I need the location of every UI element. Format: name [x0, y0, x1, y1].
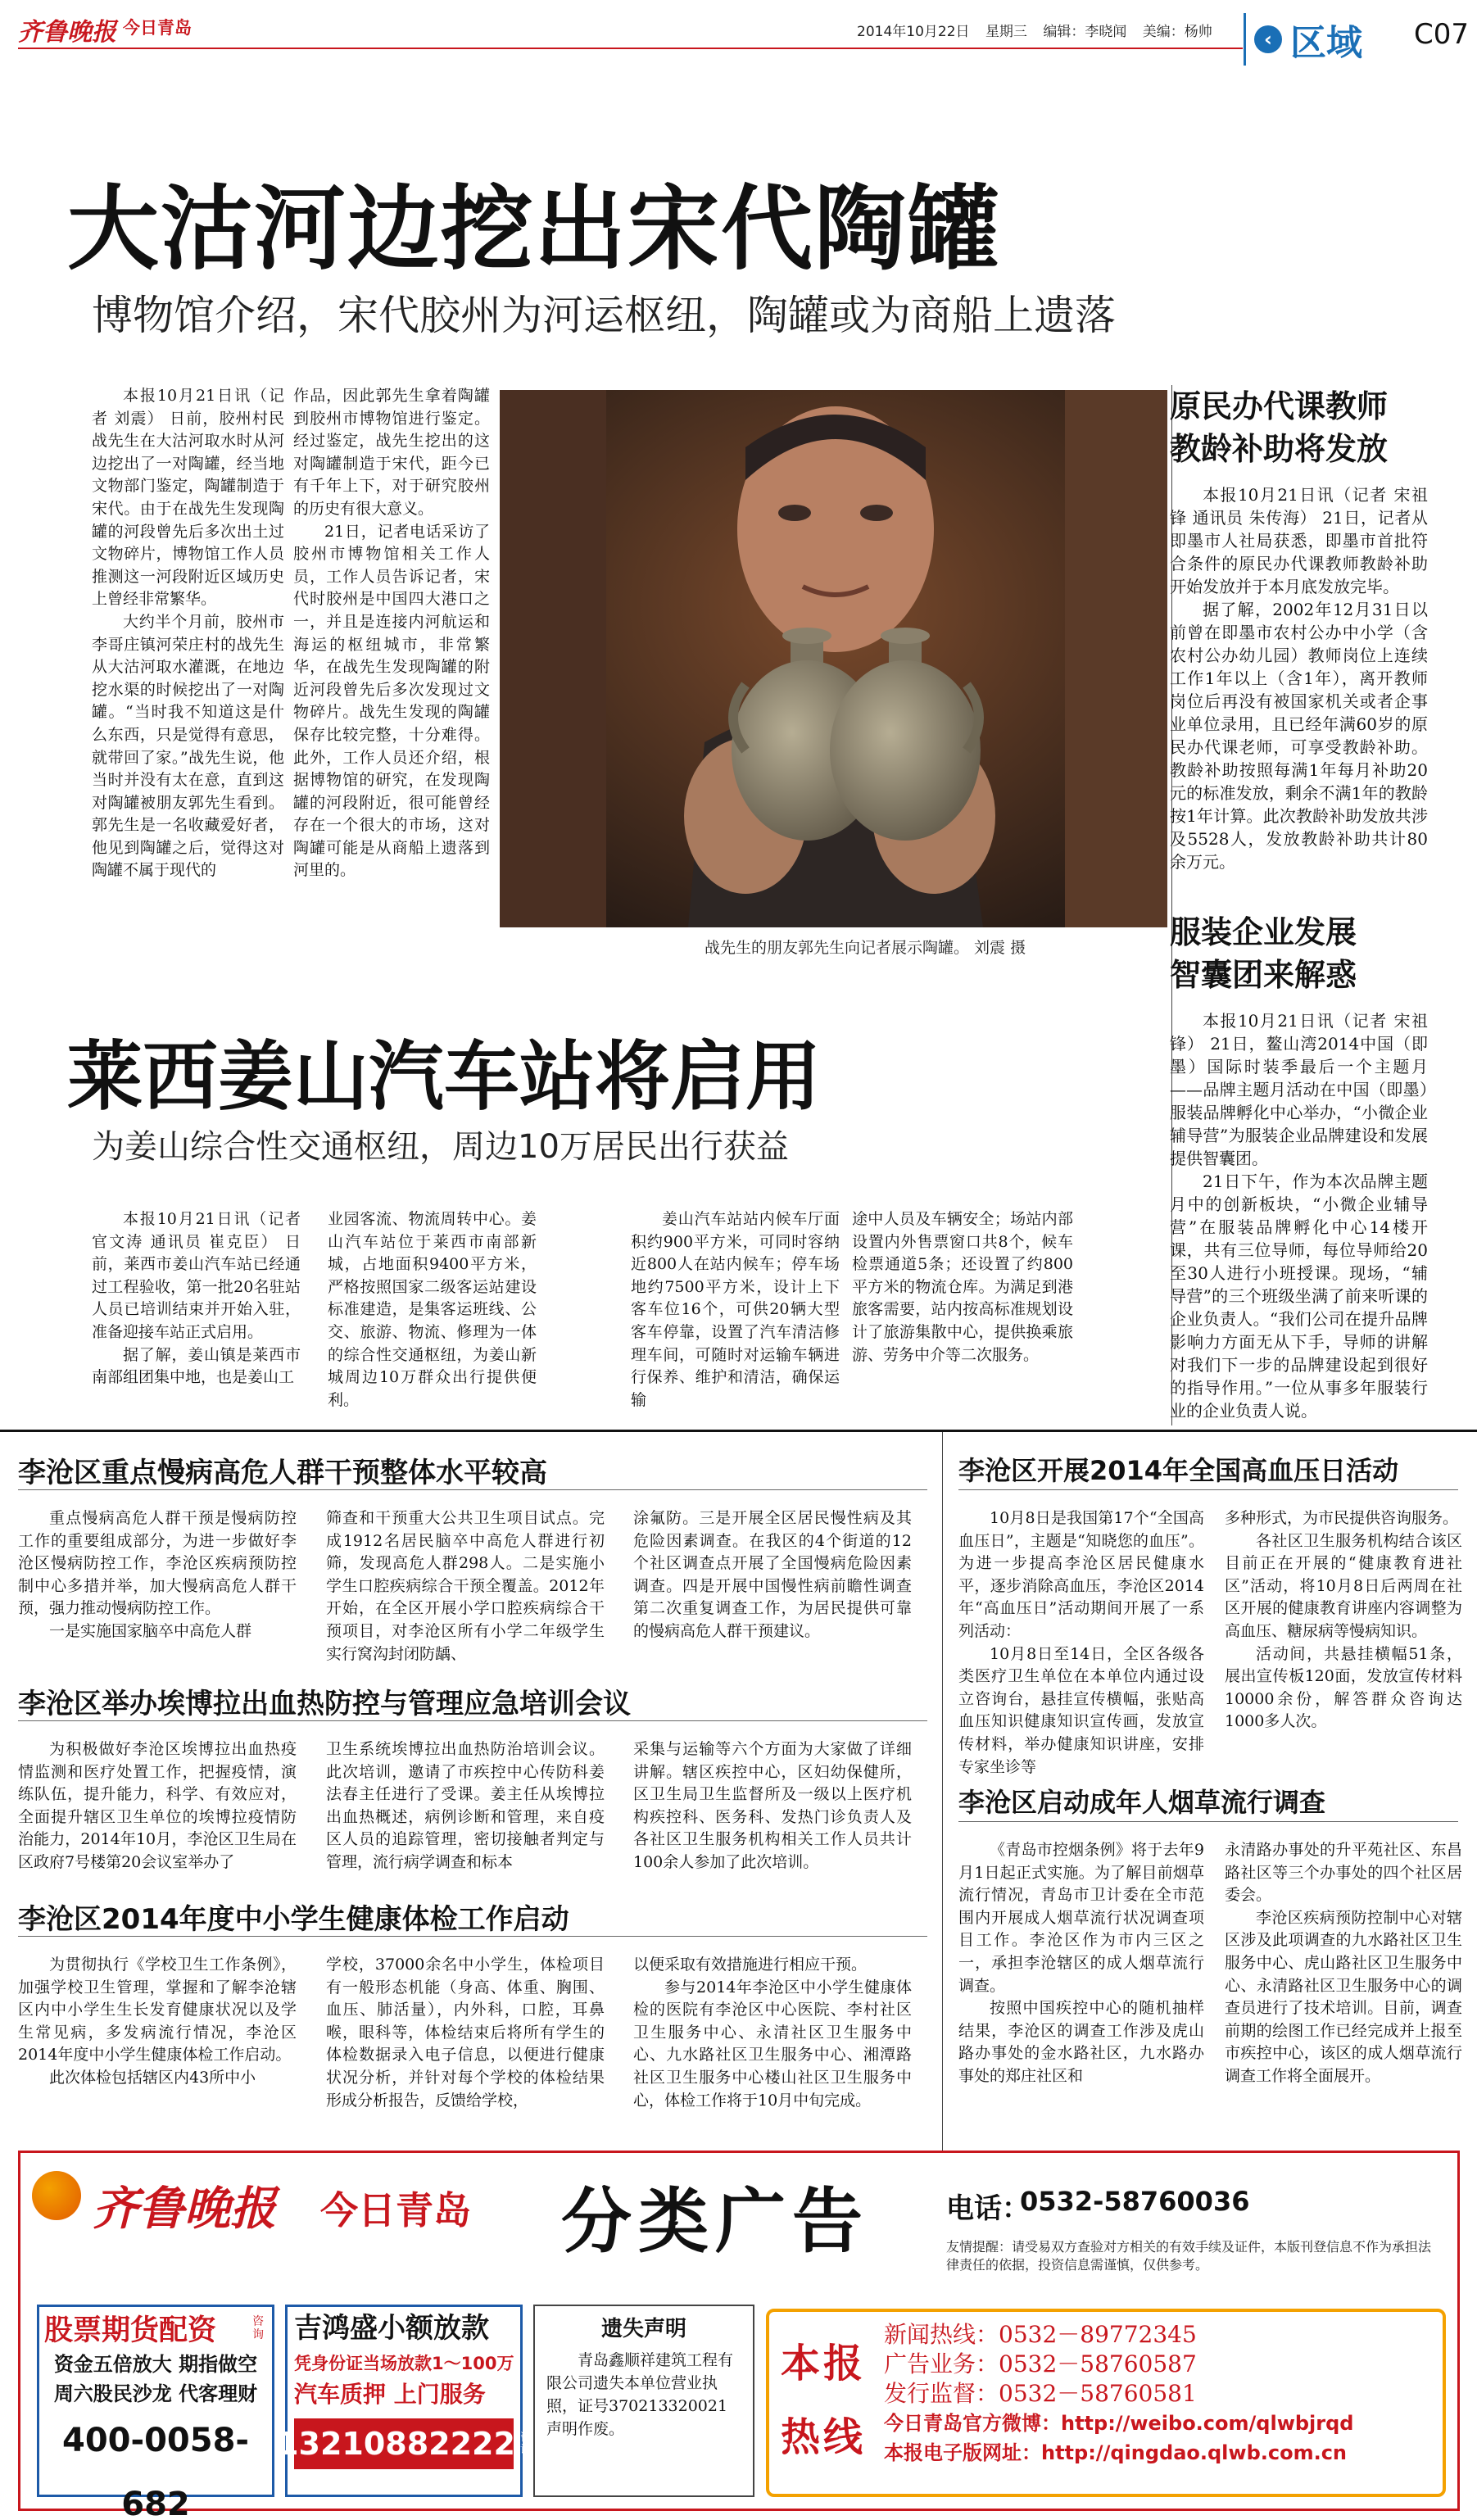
page-number: C07 [1414, 18, 1470, 51]
ad-loan-line2: 汽车质押 上门服务 [294, 2381, 486, 2408]
header-edition-bar [123, 15, 860, 39]
brief5-rule [18, 1936, 927, 1937]
brief2-title: 李沧区开展2014年全国高血压日活动 [958, 1455, 1399, 1486]
brief5-para-1: 为贯彻执行《学校卫生工作条例》，加强学校卫生管理，掌握和了解李沧辖区内中小学生生长发育健康状况以及学生常见病，多发病流行情况，李沧区2014年度中小学生健康体检工作启动。 [18, 1956, 297, 2064]
section-arrow-icon: ‹ [1254, 25, 1282, 53]
briefs-vertical-divider [942, 1432, 943, 2268]
brief3-col2 [326, 1738, 605, 1874]
ads-logo-icon [32, 2171, 81, 2220]
sidebar-b-title-line1: 服装企业发展 [1170, 914, 1357, 950]
lead-para-1: 本报10月21日讯（记者 刘震） 日前，胶州村民战先生在大沽河取水时从河边挖出了一对陶罐，经当地文物部门鉴定，陶罐制造于宋代。由于在战先生发现陶罐的河段曾先后多次出土过文物碎片，博物馆工作人员推测这一河段附近区域历史上曾经非常繁华。 [92, 387, 284, 609]
second-para-4: 姜山汽车站站内候车厅面积约900平方米，可同时容纳近800人在站内候车；停车场地约7500平方米，设计上下客车位16个，可供20辆大型客车停靠，设置了汽车清洁修理车间，可随时对运输车辆进行保养、维护和清洁，确保运输 [631, 1210, 840, 1409]
brief4-para-2: 按照中国疾控中心的随机抽样结果，李沧区的调查工作涉及虎山路办事处的金水路社区，九水路办事处的郑庄社区和 [958, 1999, 1204, 2085]
second-para-2: 据了解，姜山镇是莱西市南部组团集中地，也是姜山工 [92, 1345, 301, 1387]
sidebar-b-body [1170, 1009, 1428, 1422]
section-badge [1244, 13, 1407, 66]
brief3-para-1: 为积极做好李沧区埃博拉出血热疫情监测和医疗处置工作，把握疫情，演练队伍，提升能力，科学、有效应对，全面提升辖区卫生单位的埃博拉疫情防治能力，2014年10月，李沧区卫生局在区政府7号楼第20会议室举办了 [18, 1740, 297, 1871]
header-edition: 今日青岛 [123, 18, 192, 38]
second-para-3: 业园客流、物流周转中心。姜山汽车站位于莱西市南部新城，占地面积9400平方米，严格按照国家二级客运站建设标准建造，是集客运班线、公交、旅游、物流、修理为一体的综合性交通枢纽，为姜山新城周边10万群众出行提供便利。 [328, 1210, 537, 1409]
brief4-para-3: 永清路办事处的升平苑社区、东昌路社区等三个办事处的四个社区居委会。 [1225, 1841, 1462, 1905]
sidebar-a-para-2: 据了解，2002年12月31日以前曾在即墨市农村公办中小学（含农村公办幼儿园）教师岗位上连续工作1年以上（含1年），离开教师岗位后再没有被国家机关或者企事业单位录用，且已经年满60岁的原民办代课老师，可享受教龄补助。教龄补助按照每满1年每月补助20元的标准发放，剩余不满1年的教龄按1年计算。此次教龄补助发放共涉及5528人，发放教龄补助共计80余万元。 [1170, 600, 1428, 872]
brief5-col2 [326, 1954, 605, 2112]
sidebar-b-para-1: 本报10月21日讯（记者 宋祖锋） 21日，鳌山湾2014中国（即墨）国际时装季最后一个主题月——品牌主题月活动在中国（即墨）服装品牌孵化中心举办，“小微企业辅导营”为服装企业品牌建设和发展提供智囊团。 [1170, 1011, 1428, 1168]
brief3-rule [18, 1720, 927, 1721]
hotline-label-2: 热线 [781, 2414, 867, 2460]
header-rule [18, 48, 1243, 49]
ad-loan-tag: 咨询 [519, 2432, 531, 2456]
lead-title: 大沽河边挖出宋代陶罐 [67, 176, 1001, 283]
brief3-para-2: 卫生系统埃博拉出血热防治培训会议。此次培训，邀请了市疾控中心传防科姜法春主任进行了受课。姜主任从埃博拉出血热概述，病例诊断和管理，来自疫区人员的追踪管理，密切接触者判定与管理，流行病学调查和标本 [326, 1740, 605, 1871]
second-para-1: 本报10月21日讯（记者 官文涛 通讯员 崔克臣） 日前，莱西市姜山汽车站已经通过工程验收，第一批20名驻站人员已培训结束并开始入驻，准备迎接车站正式启用。 [92, 1210, 301, 1341]
sidebar [1170, 385, 1461, 1422]
ad-stock-line2: 周六股民沙龙 代客理财 [53, 2382, 258, 2405]
ad-stock-phone[interactable]: 400-0058-682 [61, 2422, 250, 2520]
brief4-col2 [1225, 1839, 1462, 2088]
brief2-para-1: 10月8日是我国第17个“全国高血压日”，主题是“知晓您的血压”。为进一步提高李沧区居民健康水平，逐步消除高血压，李沧区2014年“高血压日”活动期间开展了一系列活动： [958, 1509, 1204, 1640]
brief3-title: 李沧区举办埃博拉出血热防控与管理应急培训会议 [18, 1688, 631, 1720]
brief4-rule [958, 1821, 1458, 1822]
ad-stock-line1: 资金五倍放大 期指做空 [53, 2353, 258, 2376]
hotline-box [766, 2309, 1446, 2497]
sidebar-a-title-line2: 教龄补助将发放 [1170, 431, 1389, 467]
brief3-col1 [18, 1738, 297, 1874]
ads-title: 分类广告 [561, 2180, 869, 2263]
ads-section [18, 2151, 1460, 2520]
lead-photo-caption: 战先生的朋友郭先生向记者展示陶罐。 刘震 摄 [705, 939, 1026, 957]
ad-lost-body: 青岛鑫顺祥建筑工程有限公司遗失本单位营业执照，证号370213320021声明作废。 [546, 2351, 734, 2438]
lead-para-4: 21日，记者电话采访了胶州市博物馆相关工作人员，工作人员告诉记者，宋代时胶州是中国四大港口之一，并且是连接内河航运和海运的枢纽城市，非常繁华，在战先生发现陶罐的附近河段曾先后多次发现过文物碎片。战先生发现的陶罐保存比较完整，十分难得。此外，工作人员还介绍，根据博物馆的研究，在发现陶罐的河段附近，很可能曾经存在一个很大的市场，这对陶罐可能是从商船上遗落到河里的。 [293, 522, 490, 880]
brief1-col3 [633, 1507, 912, 1643]
ad-loan-line1: 凭身份证当场放款1～100万 [294, 2354, 514, 2373]
sidebar-a-title [1170, 385, 1461, 470]
sidebar-a-body [1170, 483, 1428, 873]
lead-subtitle: 博物馆介绍，宋代胶州为河运枢纽，陶罐或为商船上遗落 [92, 292, 1116, 339]
second-col3 [631, 1208, 840, 1412]
lead-para-3: 作品，因此郭先生拿着陶罐到胶州市博物馆进行鉴定。经过鉴定，战先生挖出的这对陶罐制造于宋代，距今已有千年上下，对于研究胶州的历史有很大意义。 [293, 387, 490, 518]
brief5-title: 李沧区2014年度中小学生健康体检工作启动 [18, 1903, 569, 1936]
hotline-label [781, 2327, 871, 2474]
ad-stock-tag: 咨询 [252, 2315, 264, 2341]
brief5-para-2: 此次体检包括辖区内43所中小 [49, 2068, 256, 2087]
header-date: 2014年10月22日 [857, 24, 970, 40]
brief1-para-2: 一是实施国家脑卒中高危人群 [49, 1621, 252, 1640]
ad-loan-title: 吉鸿盛小额放款 [294, 2312, 489, 2345]
hotline-delivery[interactable]: 发行监督：0532－58760581 [884, 2380, 1197, 2407]
lead-para-2: 大约半个月前，胶州市李哥庄镇河荣庄村的战先生从大沽河取水灌溉，在地边挖水渠的时候挖出了一对陶罐。“当时我不知道这是什么东西，只是觉得有意思，就带回了家。”战先生说，他当时并没有太在意，直到这对陶罐被朋友郭先生看到。郭先生是一名收藏爱好者，他见到陶罐之后，觉得这对陶罐不属于现代的 [92, 612, 284, 880]
brief4-title: 李沧区启动成年人烟草流行调查 [958, 1787, 1326, 1818]
ads-notice: 友情提醒：请受易双方查验对方相关的有效手续及证件，本版刊登信息不作为承担法律责任的依据，投资信息需谨慎，仅供参考。 [946, 2239, 1432, 2273]
brief5-col3 [633, 1954, 912, 2112]
lead-photo-illustration [500, 390, 1167, 927]
second-col1 [92, 1208, 301, 1389]
ads-masthead: 齐鲁晚报 [93, 2182, 276, 2236]
brief1-para-3: 筛查和干预重大公共卫生项目试点。完成1912名居民脑卒中高危人群进行初筛，发现高危人群298人。二是实施小学生口腔疾病综合干预全覆盖。2012年开始，在全区开展小学口腔疾病综合干预项目，对李沧区所有小学二年级学生实行窝沟封闭防龋、 [326, 1509, 605, 1663]
second-col4 [852, 1208, 1073, 1367]
brief2-para-5: 活动间，共悬挂横幅51条，展出宣传板120面，发放宣传材料10000余份，解答群众咨询达1000多人次。 [1225, 1644, 1462, 1731]
brief4-para-4: 李沧区疾病预防控制中心对辖区涉及此项调查的九水路社区卫生服务中心、虎山路社区卫生服务中心、永清路社区卫生服务中心的调查员进行了技术培训。目前，调查前期的绘图工作已经完成并上报至市疾控中心，该区的成人烟草流行调查工作将全面展开。 [1225, 1908, 1462, 2085]
sidebar-b-title [1170, 911, 1461, 996]
ad-stock[interactable] [37, 2305, 274, 2520]
brief2-rule [958, 1489, 1458, 1490]
ad-loan[interactable] [277, 2305, 531, 2497]
header-masthead-text: 齐鲁晚报 [18, 18, 116, 47]
brief3-col3 [633, 1738, 912, 1874]
brief1-para-4: 涂氟防。三是开展全区居民慢性病及其危险因素调查。在我区的4个街道的12个社区调查点开展了全国慢病危险因素调查。四是开展中国慢性病前瞻性调查第二次重复调查工作，为居民提供可靠的慢病高危人群干预建议。 [633, 1509, 912, 1640]
brief1-rule [18, 1489, 927, 1490]
brief2-col1 [958, 1507, 1204, 1779]
second-subtitle: 为姜山综合性交通枢纽，周边10万居民出行获益 [92, 1128, 789, 1166]
second-title: 莱西姜山汽车站将启用 [67, 1033, 822, 1121]
header-designer: 美编：杨帅 [1142, 24, 1212, 40]
sidebar-a-para-1: 本报10月21日讯（记者 宋祖锋 通讯员 朱传海） 21日，记者从即墨市人社局获悉，即墨市首批符合条件的原民办代课教师教龄补助开始发放并于本月底发放完毕。 [1170, 485, 1428, 596]
brief2-para-2: 10月8日至14日，全区各级各类医疗卫生单位在本单位内通过设立咨询台，悬挂宣传横幅，张贴高血压知识健康知识宣传画，发放宣传材料，举办健康知识讲座，安排专家坐诊等 [958, 1644, 1204, 1776]
second-para-5: 途中人员及车辆安全；场站内部设置内外售票窗口共8个，候车检票通道5条；还设置了约800平方米的物流仓库。为满足到港旅客需要，站内按高标准规划设计了旅游集散中心，提供换乘旅游、劳务中介等二次服务。 [852, 1210, 1073, 1364]
ad-lost-notice [533, 2305, 754, 2497]
lead-body-col1 [92, 385, 284, 882]
hotline-news[interactable]: 新闻热线：0532－89772345 [884, 2321, 1197, 2348]
hotline-list [884, 2320, 1441, 2468]
hotline-label-1: 本报 [781, 2341, 867, 2386]
sidebar-b-title-line2: 智囊团来解惑 [1170, 957, 1357, 993]
brief1-col1 [18, 1507, 297, 1643]
header-weekday: 星期三 [985, 24, 1027, 40]
brief2-para-4: 各社区卫生服务机构结合该区目前正在开展的“健康教育进社区”活动，将10月8日后两周在社区开展的健康教育讲座内容调整为高血压、糖尿病等慢病知识。 [1225, 1531, 1462, 1640]
brief5-col1 [18, 1954, 297, 2090]
ad-lost-title: 遗失声明 [600, 2317, 686, 2341]
ads-header-bar [20, 2153, 1457, 2273]
brief5-para-5: 参与2014年李沧区中小学生健康体检的医院有李沧区中心医院、李村社区卫生服务中心、永清社区卫生服务中心、九水路社区卫生服务中心、湘潭路社区卫生服务中心楼山社区卫生服务中心，体检工作将于10月中旬完成。 [633, 1978, 912, 2110]
header-masthead [18, 11, 125, 47]
ad-loan-phone: 13210882222 [277, 2426, 515, 2462]
brief5-para-3: 学校，37000余名中小学生，体检项目有一般形态机能（身高、体重、胸围、血压、肺活量），内外科，口腔，耳鼻喉，眼科等，体检结束后将所有学生的体检数据录入电子信息，以便进行健康状况分析，并针对每个学校的体检结果形成分析报告，反馈给学校， [326, 1956, 605, 2110]
brief1-para-1: 重点慢病高危人群干预是慢病防控工作的重要组成部分，为进一步做好李沧区慢病防控工作，李沧区疾病预防控制中心多措并举，加大慢病高危人群干预，强力推动慢病防控工作。 [18, 1509, 297, 1618]
hotline-epaper[interactable]: 本报电子版网址：http://qingdao.qlwb.com.cn [884, 2441, 1348, 2464]
briefs-top-rule [0, 1430, 1477, 1432]
brief1-col2 [326, 1507, 605, 1666]
brief1-title: 李沧区重点慢病高危人群干预整体水平较高 [18, 1457, 547, 1489]
ads-edition: 今日青岛 [320, 2188, 471, 2232]
ad-stock-title-row [39, 2307, 272, 2350]
brief4-para-1: 《青岛市控烟条例》将于去年9月1日起正式实施。为了解目前烟草流行情况，青岛市卫计委在全市范围内开展成人烟草流行状况调查项目工作。李沧区作为市内三区之一，承担李沧辖区的成人烟草流行调查。 [958, 1841, 1204, 1995]
brief5-para-4: 以便采取有效措施进行相应干预。 [633, 1956, 868, 1974]
brief2-col2 [1225, 1507, 1462, 1734]
header-editor: 编辑：李晓闻 [1043, 24, 1127, 40]
sidebar-b-para-2: 21日下午，作为本次品牌主题月中的创新板块，“小微企业辅导营”在服装品牌孵化中心14楼开课，共有三位导师，每位导师给20至30人进行小班授课。现场，“辅导营”的三个班级坐满了前来听课的企业负责人。“我们公司在提升品牌影响力方面无从下手，导师的讲解对我们下一步的品牌建设起到很好的指导作用。”一位从事多年服装行业的企业负责人说。 [1170, 1172, 1428, 1421]
lead-body-col2 [293, 385, 490, 882]
brief2-para-3: 多种形式，为市民提供咨询服务。 [1225, 1509, 1459, 1527]
second-col2 [328, 1208, 537, 1412]
ads-phone: 0532-58760036 [1020, 2186, 1250, 2217]
section-name: 区域 [1290, 22, 1362, 64]
ad-loan-phone-box[interactable] [277, 2418, 531, 2469]
brief3-para-3: 采集与运输等六个方面为大家做了详细讲解。辖区疾控中心，区妇幼保健所，区卫生局卫生监督所及一级以上医疗机构疾控科、医务科、发热门诊负责人及各社区卫生服务机构相关工作人员共计100余人参加了此次培训。 [633, 1740, 912, 1871]
sidebar-a-title-line1: 原民办代课教师 [1170, 388, 1389, 424]
ads-phone-label: 电话： [946, 2192, 1030, 2225]
brief4-col1 [958, 1839, 1204, 2088]
hotline-ad[interactable]: 广告业务：0532－58760587 [884, 2350, 1197, 2377]
header-meta [857, 20, 1234, 43]
lead-photo [500, 390, 1167, 927]
hotline-weibo[interactable]: 今日青岛官方微博：http://weibo.com/qlwbjrqd [884, 2412, 1354, 2435]
ad-stock-title: 股票期货配资 [44, 2314, 217, 2347]
